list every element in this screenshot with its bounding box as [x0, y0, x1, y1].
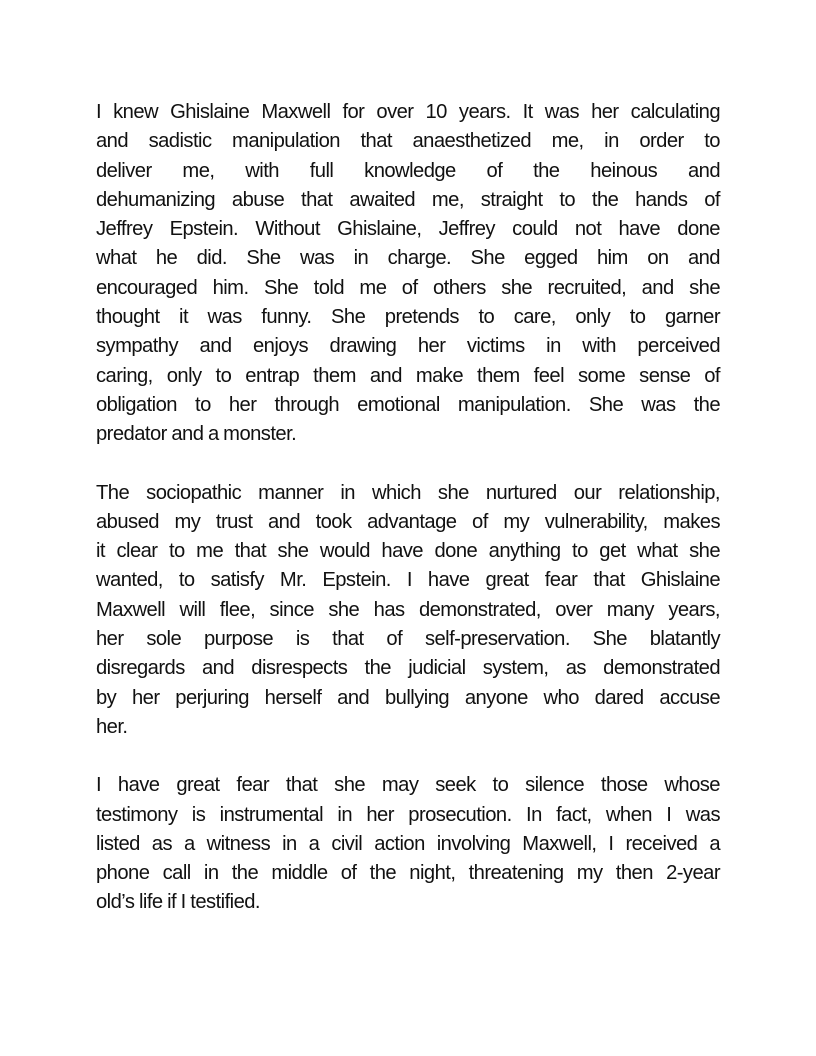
text-line: testimony is instrumental in her prosecution. In fact, when I was: [96, 803, 720, 826]
text-line: I knew Ghislaine Maxwell for over 10 years. It was her calculating: [96, 101, 720, 123]
paragraph-2: [96, 479, 720, 743]
text-line: encouraged him. She told me of others she recruited, and she: [96, 276, 720, 299]
text-line: disregards and disrespects the judicial system, as demonstrated: [96, 657, 720, 680]
text-line: The sociopathic manner in which she nurtured our relationship,: [96, 481, 720, 504]
text-line: sympathy and enjoys drawing her victims in with perceived: [96, 335, 720, 358]
text-line: and sadistic manipulation that anaesthetized me, in order to: [96, 130, 720, 153]
text-line: thought it was funny. She pretends to care, only to garner: [96, 306, 720, 329]
text-line: dehumanizing abuse that awaited me, straight to the hands of: [96, 188, 720, 211]
text-line: phone call in the middle of the night, threatening my then 2-year: [96, 862, 720, 885]
text-line: her sole purpose is that of self-preservation. She blatantly: [96, 628, 720, 651]
text-line: abused my trust and took advantage of my vulnerability, makes: [96, 510, 720, 533]
text-line: it clear to me that she would have done anything to get what she: [96, 540, 720, 563]
text-line: predator and a monster.: [96, 423, 297, 446]
paragraph-3: [96, 771, 720, 917]
text-line: listed as a witness in a civil action involving Maxwell, I received a: [96, 832, 720, 855]
text-line: I have great fear that she may seek to silence those whose: [96, 774, 720, 797]
text-line: by her perjuring herself and bullying anyone who dared accuse: [96, 686, 720, 709]
text-line: caring, only to entrap them and make them feel some sense of: [96, 364, 720, 387]
text-line: obligation to her through emotional manipulation. She was the: [96, 393, 720, 416]
text-line: wanted, to satisfy Mr. Epstein. I have great fear that Ghislaine: [96, 569, 720, 592]
text-line: Jeffrey Epstein. Without Ghislaine, Jeffrey could not have done: [96, 218, 720, 241]
text-line: her.: [96, 715, 128, 738]
text-line: deliver me, with full knowledge of the heinous and: [96, 159, 720, 182]
text-line: what he did. She was in charge. She egged him on and: [96, 247, 720, 270]
document-page: [96, 98, 720, 947]
text-line: Maxwell will flee, since she has demonstrated, over many years,: [96, 598, 720, 621]
text-line: old’s life if I testified.: [96, 891, 260, 914]
paragraph-1: [96, 98, 720, 450]
